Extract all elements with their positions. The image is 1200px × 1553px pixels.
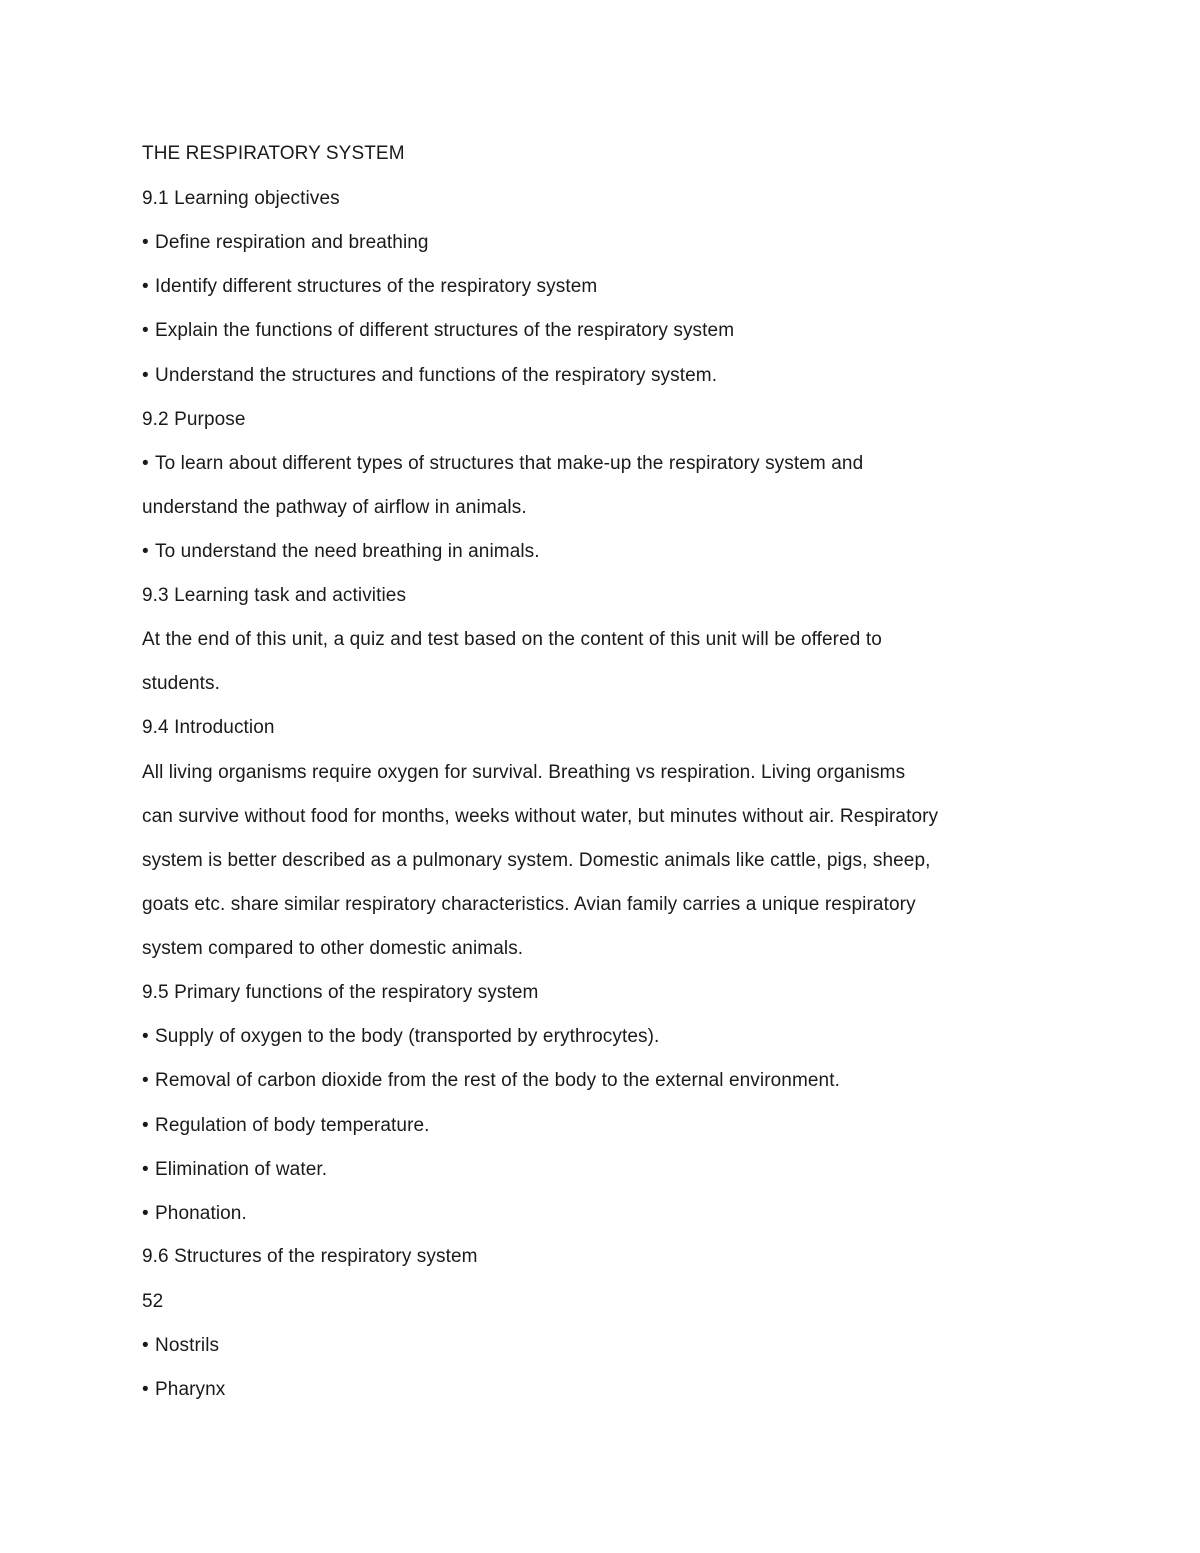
bullet-glyph: •	[142, 1159, 149, 1180]
list-item-text: Nostrils	[155, 1335, 220, 1356]
list-item	[142, 1025, 659, 1049]
bullet-glyph: •	[142, 1335, 149, 1356]
bullet-glyph: •	[142, 541, 149, 562]
list-item	[142, 1069, 840, 1093]
list-item	[142, 1158, 327, 1182]
bullet-glyph: •	[142, 1026, 149, 1047]
bullet-glyph: •	[142, 232, 149, 253]
list-item	[142, 1202, 247, 1226]
paragraph-line: system is better described as a pulmonary system. Domestic animals like cattle, pigs, sheep,	[142, 850, 931, 871]
list-item-text: Removal of carbon dioxide from the rest of the body to the external environment.	[155, 1070, 840, 1091]
paragraph-line: students.	[142, 673, 221, 694]
paragraph-line: system compared to other domestic animals.	[142, 938, 524, 959]
bullet-glyph: •	[142, 1379, 149, 1400]
list-item-text: Supply of oxygen to the body (transported by erythrocytes).	[155, 1026, 660, 1047]
list-item-text: Identify different structures of the respiratory system	[155, 276, 598, 297]
list-item	[142, 275, 597, 299]
bullet-glyph: •	[142, 276, 149, 297]
section-heading-purpose: 9.2 Purpose	[142, 409, 246, 430]
bullet-glyph: •	[142, 1115, 149, 1136]
list-item-text: To understand the need breathing in animals.	[155, 541, 540, 562]
section-heading-introduction: 9.4 Introduction	[142, 717, 275, 738]
section-heading-primary-functions: 9.5 Primary functions of the respiratory system	[142, 982, 539, 1003]
paragraph-line: At the end of this unit, a quiz and test based on the content of this unit will be offered to	[142, 629, 882, 650]
bullet-glyph: •	[142, 365, 149, 386]
bullet-glyph: •	[142, 1070, 149, 1091]
page-number: 52	[142, 1291, 164, 1312]
list-item-text: Understand the structures and functions of the respiratory system.	[155, 365, 718, 386]
list-item	[142, 540, 540, 564]
bullet-glyph: •	[142, 320, 149, 341]
paragraph-line: goats etc. share similar respiratory characteristics. Avian family carries a unique respiratory	[142, 894, 916, 915]
list-item-text: Phonation.	[155, 1203, 247, 1224]
list-item-text: Elimination of water.	[155, 1159, 328, 1180]
section-heading-learning-task: 9.3 Learning task and activities	[142, 585, 407, 606]
list-item-text: Regulation of body temperature.	[155, 1115, 430, 1136]
section-heading-learning-objectives: 9.1 Learning objectives	[142, 188, 340, 209]
list-item-text: Explain the functions of different structures of the respiratory system	[155, 320, 735, 341]
document-title: THE RESPIRATORY SYSTEM	[142, 143, 405, 164]
list-item	[142, 364, 717, 388]
paragraph-line: can survive without food for months, weeks without water, but minutes without air. Respiratory	[142, 806, 939, 827]
list-item-continuation: understand the pathway of airflow in animals.	[142, 497, 527, 518]
list-item	[142, 1378, 225, 1402]
paragraph-line: All living organisms require oxygen for survival. Breathing vs respiration. Living organisms	[142, 762, 906, 783]
bullet-glyph: •	[142, 453, 149, 474]
section-heading-structures: 9.6 Structures of the respiratory system	[142, 1246, 478, 1267]
list-item	[142, 319, 734, 343]
list-item	[142, 1334, 219, 1358]
list-item-text: Define respiration and breathing	[155, 232, 429, 253]
list-item	[142, 231, 429, 255]
list-item-text: Pharynx	[155, 1379, 226, 1400]
bullet-glyph: •	[142, 1203, 149, 1224]
list-item	[142, 1114, 430, 1138]
list-item	[142, 452, 863, 476]
list-item-text: To learn about different types of structures that make-up the respiratory system and	[155, 453, 864, 474]
